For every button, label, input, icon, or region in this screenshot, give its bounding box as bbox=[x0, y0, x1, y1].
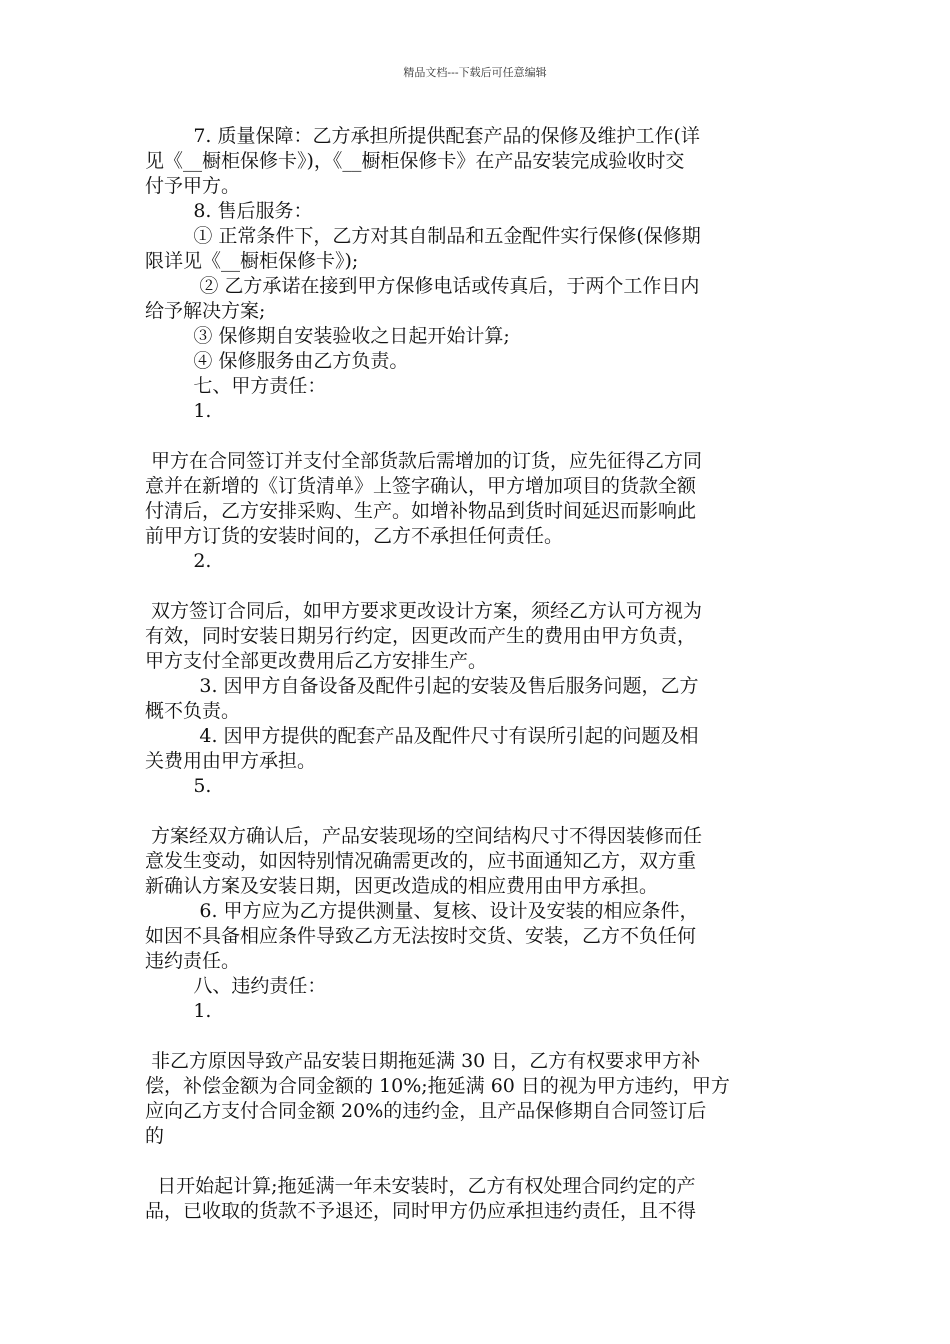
text-line: 前甲方订货的安装时间的，乙方不承担任何责任。 bbox=[145, 525, 564, 547]
text-line bbox=[145, 424, 807, 449]
text-line: 8. 售后服务： bbox=[145, 200, 313, 222]
text-line: 甲方支付全部更改费用后乙方安排生产。 bbox=[145, 650, 488, 672]
text-line bbox=[145, 799, 807, 824]
text-line: 有效，同时安装日期另行约定，因更改而产生的费用由甲方负责， bbox=[145, 625, 697, 647]
text-line: 八、违约责任： bbox=[145, 975, 327, 997]
text-line: 1. bbox=[145, 400, 212, 422]
page-header: 精品文档---下载后可任意编辑 bbox=[403, 66, 547, 79]
text-line: 5. bbox=[145, 775, 212, 797]
text-line: ③ 保修期自安装验收之日起开始计算; bbox=[145, 325, 510, 347]
text-line: 7. 质量保障：乙方承担所提供配套产品的保修及维护工作(详 bbox=[145, 125, 700, 147]
text-line: 新确认方案及安装日期，因更改造成的相应费用由甲方承担。 bbox=[145, 875, 659, 897]
text-line: 概不负责。 bbox=[145, 700, 241, 722]
text-line: 非乙方原因导致产品安装日期拖延满 30 日，乙方有权要求甲方补 bbox=[145, 1050, 701, 1072]
text-line: 给予解决方案; bbox=[145, 300, 266, 322]
text-line: 3. 因甲方自备设备及配件引起的安装及售后服务问题，乙方 bbox=[145, 675, 699, 697]
text-line: ② 乙方承诺在接到甲方保修电话或传真后，于两个工作日内 bbox=[145, 275, 700, 297]
text-line: 方案经双方确认后，产品安装现场的空间结构尺寸不得因装修而任 bbox=[145, 825, 703, 847]
text-line: ④ 保修服务由乙方负责。 bbox=[145, 350, 409, 372]
text-line bbox=[145, 1149, 807, 1174]
text-line: 6. 甲方应为乙方提供测量、复核、设计及安装的相应条件， bbox=[145, 900, 699, 922]
text-line: 关费用由甲方承担。 bbox=[145, 750, 317, 772]
text-line: 限详见《__橱柜保修卡》); bbox=[145, 250, 359, 272]
text-line: 2. bbox=[145, 550, 212, 572]
text-line: 4. 因甲方提供的配套产品及配件尺寸有误所引起的问题及相 bbox=[145, 725, 699, 747]
text-line: 付清后，乙方安排采购、生产。如增补物品到货时间延迟而影响此 bbox=[145, 500, 697, 522]
text-line: 应向乙方支付合同金额 20%的违约金，且产品保修期自合同签订后 bbox=[145, 1100, 707, 1122]
text-line: 付予甲方。 bbox=[145, 175, 241, 197]
text-line: 七、甲方责任： bbox=[145, 375, 327, 397]
text-line bbox=[145, 1024, 807, 1049]
text-line: 偿，补偿金额为合同金额的 10%;拖延满 60 日的视为甲方违约，甲方 bbox=[145, 1075, 730, 1097]
text-line: 意并在新增的《订货清单》上签字确认，甲方增加项目的货款全额 bbox=[145, 475, 697, 497]
text-line: 意发生变动，如因特别情况确需更改的，应书面通知乙方，双方重 bbox=[145, 850, 697, 872]
text-line: 的 bbox=[145, 1125, 165, 1147]
text-line: 见《__橱柜保修卡》)，《__橱柜保修卡》在产品安装完成验收时交 bbox=[145, 150, 685, 172]
text-line: ① 正常条件下，乙方对其自制品和五金配件实行保修(保修期 bbox=[145, 225, 701, 247]
text-line: 如因不具备相应条件导致乙方无法按时交货、安装，乙方不负任何 bbox=[145, 925, 697, 947]
document-body bbox=[145, 124, 807, 1224]
text-line: 日开始起计算;拖延满一年未安装时，乙方有权处理合同约定的产 bbox=[145, 1175, 696, 1197]
text-line: 违约责任。 bbox=[145, 950, 241, 972]
text-line: 1. bbox=[145, 1000, 212, 1022]
text-line: 品，已收取的货款不予退还，同时甲方仍应承担违约责任，且不得 bbox=[145, 1200, 697, 1222]
text-line: 甲方在合同签订并支付全部货款后需增加的订货，应先征得乙方同 bbox=[145, 450, 703, 472]
text-line bbox=[145, 574, 807, 599]
text-line: 双方签订合同后，如甲方要求更改设计方案，须经乙方认可方视为 bbox=[145, 600, 703, 622]
